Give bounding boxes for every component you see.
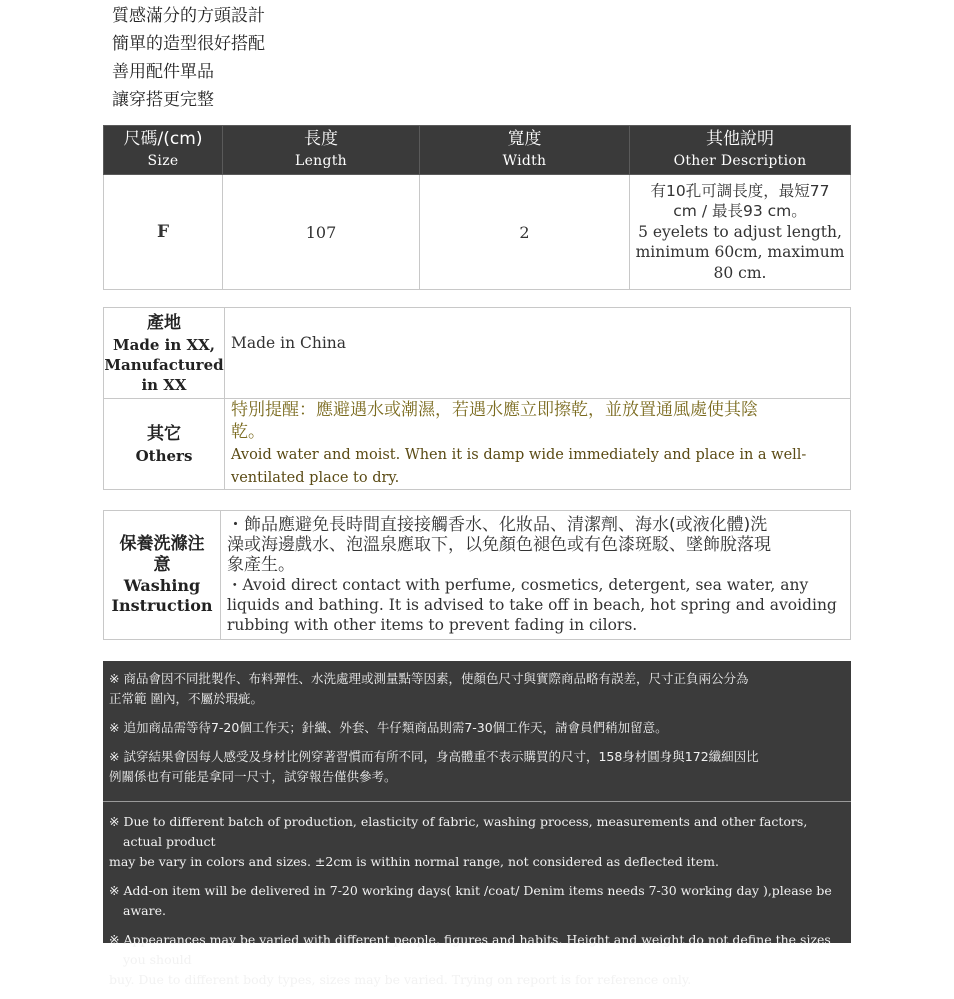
- header-length-zh: 長度: [304, 129, 338, 149]
- washing-label-en: Washing: [123, 576, 201, 595]
- notice-line: may be vary in colors and sizes. ±2cm is within normal range, not considered as deflected item.: [109, 854, 719, 869]
- origin-label-zh: 產地: [147, 313, 181, 333]
- notice-line: ※ 追加商品需等待7-20個工作天；針織、外套、牛仔類商品則需7-30個工作天，請會員們稍加留意。: [109, 720, 668, 735]
- notice-item: [109, 881, 843, 921]
- notice-item: [109, 718, 843, 738]
- washing-label-zh: 保養洗滌注: [119, 534, 205, 554]
- description-zh-line: 有10孔可調長度，最短77: [650, 181, 830, 200]
- intro-line: 簡單的造型很好搭配: [112, 34, 265, 54]
- warning-en-line: ventilated place to dry.: [231, 470, 400, 486]
- washing-label-en: Instruction: [111, 596, 213, 615]
- length-value: 107: [223, 175, 420, 290]
- notice-line: buy. Due to different body types, sizes may be varied. Trying on report is for reference only.: [109, 972, 692, 987]
- notice-line: ※ 試穿結果會因每人感受及身材比例穿著習慣而有所不同，身高體重不表示購買的尺寸，158身材圓身與172纖細因比: [109, 749, 759, 764]
- notice-line: ※ Add-on item will be delivered in 7-20 working days( knit /coat/ Denim items needs 7-30 working day ),please be aware.: [109, 883, 832, 918]
- header-length: [223, 126, 420, 175]
- notice-line: ※ Due to different batch of production, elasticity of fabric, washing process, measurements and other factors, actual product: [109, 814, 808, 849]
- notice-item: [109, 669, 843, 709]
- origin-label-en: in XX: [141, 376, 187, 394]
- header-description-en: Other Description: [673, 153, 807, 169]
- notice-line: ※ 商品會因不同批製作、布料彈性、水洗處理或測量點等因素，使顏色尺寸與實際商品略有誤差，尺寸正負兩公分為: [109, 671, 749, 686]
- description-en-line: 5 eyelets to adjust length,: [638, 222, 842, 241]
- description-en-line: 80 cm.: [713, 263, 767, 282]
- width-value: 2: [420, 175, 630, 290]
- others-row: [104, 399, 851, 490]
- header-width-zh: 寬度: [507, 129, 542, 149]
- size-value: F: [104, 175, 223, 290]
- intro-line: 讓穿搭更完整: [112, 90, 214, 110]
- header-size: [104, 126, 223, 175]
- header-width: [420, 126, 630, 175]
- header-length-en: Length: [294, 153, 347, 169]
- washing-label-zh: 意: [153, 555, 171, 575]
- washing-en-line: liquids and bathing. It is advised to take off in beach, hot spring and avoiding: [227, 596, 837, 614]
- notice-zh: [109, 669, 843, 796]
- warning-zh-line: 特別提醒：應避遇水或潮濕，若遇水應立即擦乾，並放置通風處使其陰: [231, 400, 758, 420]
- notice-item: [109, 812, 843, 872]
- warning-zh-line: 乾。: [231, 422, 265, 442]
- notice-line: ※ Appearances may be varied with different people, figures and habits. Height and weight do not define the sizes you should: [109, 932, 831, 967]
- origin-value: [225, 308, 851, 399]
- notice-en: [109, 812, 843, 999]
- washing-zh-line: ・飾品應避免長時間直接接觸香水、化妝品、清潔劑、海水(或液化體)洗: [227, 515, 768, 535]
- header-description-zh: 其他說明: [706, 129, 774, 149]
- size-table: [103, 125, 851, 290]
- washing-zh-line: 澡或海邊戲水、泡溫泉應取下，以免顏色褪色或有色漆斑駁、墜飾脫落現: [227, 535, 771, 555]
- header-description: [630, 126, 851, 175]
- others-label-zh: 其它: [147, 424, 181, 444]
- intro-text: [112, 2, 265, 114]
- notice-line: 正常範 圍內，不屬於瑕疵。: [109, 691, 263, 706]
- origin-table: [103, 307, 851, 490]
- size-table-header: [104, 126, 851, 175]
- intro-line: 善用配件單品: [112, 62, 214, 82]
- washing-table: [103, 510, 851, 640]
- warning-en-line: Avoid water and moist. When it is damp wide immediately and place in a well-: [231, 447, 807, 463]
- description-en-line: minimum 60cm, maximum: [635, 243, 845, 262]
- origin-row: [104, 308, 851, 399]
- notice-item: [109, 747, 843, 787]
- origin-value-text: Made in China: [231, 334, 347, 352]
- washing-row: [104, 511, 851, 640]
- notice-divider: [103, 801, 851, 802]
- intro-line: 質感滿分的方頭設計: [112, 6, 265, 26]
- washing-en-line: rubbing with other items to prevent fading in cilors.: [227, 616, 638, 634]
- others-label: [104, 399, 225, 490]
- washing-value: [221, 511, 851, 640]
- description-zh-line: cm / 最長93 cm。: [673, 202, 807, 221]
- description-value: [630, 175, 851, 290]
- origin-label-en: Made in XX,: [113, 336, 215, 354]
- notice-line: 例關係也有可能是拿同一尺寸，試穿報告僅供參考。: [109, 769, 397, 784]
- washing-zh-line: 象產生。: [227, 555, 295, 575]
- washing-en-line: ・Avoid direct contact with perfume, cosmetics, detergent, sea water, any: [227, 576, 809, 594]
- notice-box: [103, 661, 851, 987]
- header-size-zh: 尺碼/(cm): [123, 129, 203, 149]
- header-width-en: Width: [502, 153, 547, 169]
- others-label-en: Others: [135, 447, 193, 465]
- table-row: [104, 175, 851, 290]
- washing-label: [104, 511, 221, 640]
- header-size-en: Size: [147, 153, 179, 169]
- others-value: [225, 399, 851, 490]
- notice-item: [109, 930, 843, 990]
- origin-label: [104, 308, 225, 399]
- origin-label-en: Manufactured: [104, 356, 224, 374]
